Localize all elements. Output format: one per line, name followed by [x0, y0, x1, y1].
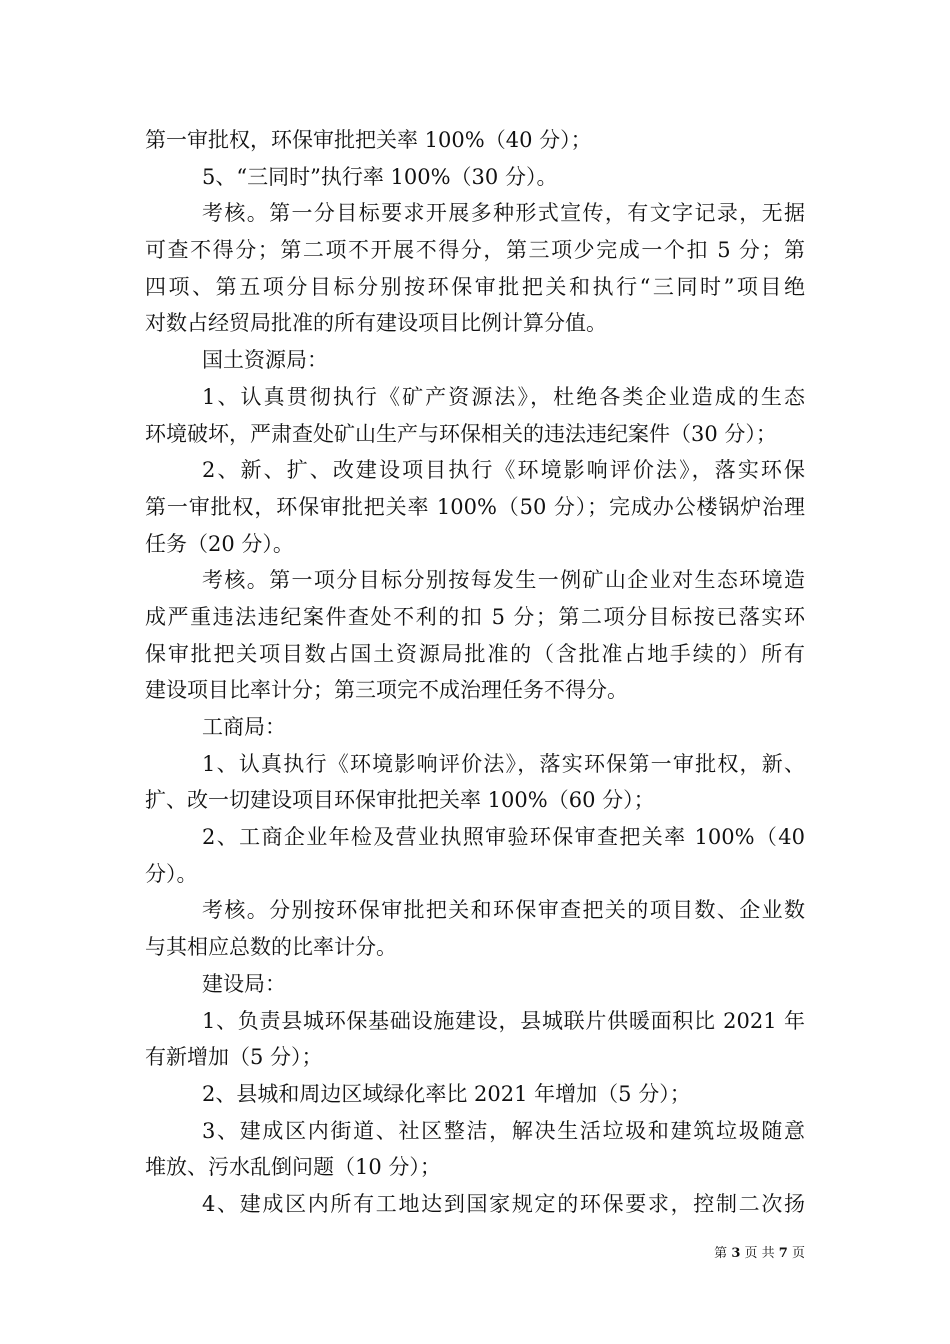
text-line: 对数占经贸局批准的所有建设项目比例计算分值。: [145, 311, 607, 336]
text-line: 2、新、扩、改建设项目执行《环境影响评价法》，落实环保: [202, 458, 805, 483]
paragraph-construction-item-4: [145, 1186, 805, 1223]
text-line: 分）。: [145, 861, 198, 886]
paragraph-assessment-3: [145, 892, 805, 965]
text-line: 3、建成区内街道、社区整洁，解决生活垃圾和建筑垃圾随意: [202, 1118, 805, 1143]
text-line: 建设项目比率计分；第三项完不成治理任务不得分。: [145, 678, 628, 703]
paragraph-assessment-2: [145, 562, 805, 709]
text-line: 有新增加（5 分）；: [145, 1045, 323, 1070]
text-line: 1、认真执行《环境影响评价法》，落实环保第一审批权，新、: [202, 751, 805, 776]
paragraph-construction-item-1: [145, 1003, 805, 1076]
page-middle: 页 共: [744, 1246, 775, 1261]
current-page-number: 3: [731, 1246, 741, 1261]
text-line: 4、建成区内所有工地达到国家规定的环保要求，控制二次扬: [202, 1191, 805, 1216]
text-line: 考核。分别按环保审批把关和环保审查把关的项目数、企业数: [202, 898, 805, 923]
text-line: 四项、第五项分目标分别按环保审批把关和执行“三同时”项目绝: [145, 274, 805, 299]
paragraph-commerce-item-2: [145, 819, 805, 892]
text-line: 环境破坏，严肃查处矿山生产与环保相关的违法违纪案件（30 分）；: [145, 421, 777, 446]
section-heading: 工商局：: [202, 715, 286, 739]
text-line: 第一审批权，环保审批把关率 100%（50 分）；完成办公楼锅炉治理: [145, 494, 805, 519]
text-line: 2、县城和周边区域绿化率比 2021 年增加（5 分）；: [202, 1081, 691, 1106]
page-prefix: 第: [714, 1246, 728, 1261]
paragraph-land-item-1: [145, 379, 805, 452]
text-line: 成严重违法违纪案件查处不利的扣 5 分；第二项分目标按已落实环: [145, 604, 805, 629]
paragraph-land-item-2: [145, 452, 805, 562]
section-heading: 建设局：: [202, 971, 286, 996]
section-heading-land-resources: [145, 342, 805, 379]
paragraph-continuation: [145, 122, 805, 159]
paragraph-construction-item-2: [145, 1076, 805, 1113]
section-heading-construction: [145, 966, 805, 1003]
paragraph-item-5: [145, 159, 805, 196]
text-line: 第一审批权，环保审批把关率 100%（40 分）；: [145, 128, 592, 152]
total-pages-number: 7: [778, 1246, 788, 1261]
text-line: 5、“三同时”执行率 100%（30 分）。: [202, 164, 558, 189]
text-line: 考核。第一分目标要求开展多种形式宣传，有文字记录，无据: [202, 201, 805, 226]
text-line: 可查不得分；第二项不开展不得分，第三项少完成一个扣 5 分；第: [145, 238, 805, 263]
text-line: 与其相应总数的比率计分。: [145, 935, 397, 960]
paragraph-construction-item-3: [145, 1113, 805, 1186]
text-line: 1、负责县城环保基础设施建设，县城联片供暖面积比 2021 年: [202, 1008, 805, 1033]
section-heading: 国土资源局：: [202, 348, 328, 373]
page-footer: [714, 1245, 805, 1263]
page-suffix: 页: [791, 1246, 805, 1261]
paragraph-commerce-item-1: [145, 746, 805, 819]
text-line: 保审批把关项目数占国土资源局批准的（含批准占地手续的）所有: [145, 641, 805, 666]
document-body: [145, 122, 805, 1223]
text-line: 1、认真贯彻执行《矿产资源法》，杜绝各类企业造成的生态: [202, 384, 805, 409]
paragraph-assessment-1: [145, 195, 805, 342]
text-line: 2、工商企业年检及营业执照审验环保审查把关率 100%（40: [202, 825, 805, 850]
text-line: 堆放、污水乱倒问题（10 分）；: [145, 1155, 441, 1180]
text-line: 考核。第一项分目标分别按每发生一例矿山企业对生态环境造: [202, 568, 805, 593]
text-line: 扩、改一切建设项目环保审批把关率 100%（60 分）；: [145, 788, 655, 813]
section-heading-industry-commerce: [145, 709, 805, 746]
text-line: 任务（20 分）。: [145, 531, 294, 556]
